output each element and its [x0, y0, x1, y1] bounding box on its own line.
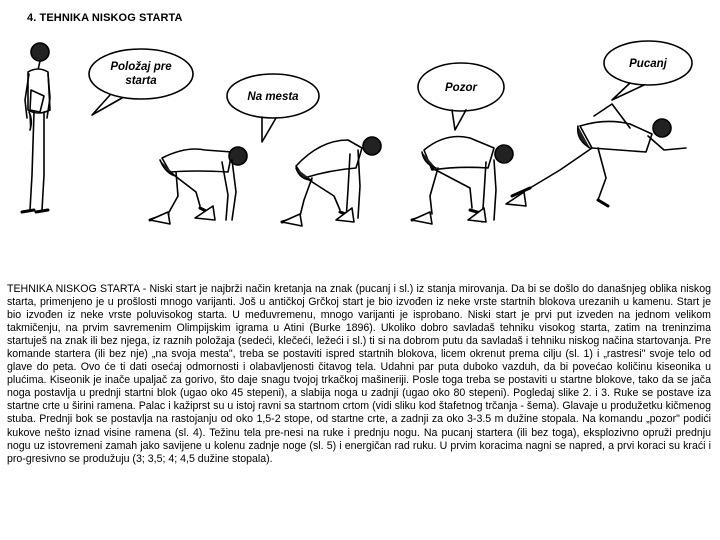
start-sequence-illustration	[0, 0, 720, 255]
bubble-pucanj	[604, 41, 692, 100]
article-text: - Niski start je najbrži način kretanja na znak (pucanj i sl.) iz stanja mirovanja. Da bi se došlo do današnjeg oblika niskog starta, primenjeno je u prošlosti mnogo varijanti. Još u antičkoj Grčkoj start je bio izvođen iz neke vrste startnih blokova urezanih u kamenu. Start je bio izvođen iz neke vrste poluvisokog starta. U međuvremenu, mnogo varijanti je isprobano. Niski start je prvi put izveden na jednom velikom takmičenju, na prvim savremenim Olimpijskim igrama u Atini (Burke 1896). Ukoliko dobro savladaš tehniku visokog starta, zatim na treninzima startuješ na znak ili bez njega, iz raznih položaja (sedeći, klečeći, ležeći i sl.) ti si na dobrom putu da savladaš i tehniku niskog načina startovanja. Pre komande startera (ili bez nje) „na svoja mesta", treba se postaviti ispred startnih blokova, licem okrenut prema cilju (sl. 1) i „rastresi" svoje telo od glave do peta. Ovo će ti dati osećaj odmornosti i olabavljenosti čitavog tela. Udahni par puta duboko vazduh, da bi povećao količinu kiseonika u plućima. Kiseonik je inače upaljač za gorivo, što daje snagu tvojoj trkačkoj mašineriji. Posle toga treba se postaviti u startne blokove, tako da se jača noga postavlja u prednji startni blok (ugao oko 45 stepeni), a slabija noga u zadnji (ugao oko 80 stepeni). Pogledaj slike 2. i 3. Ruke se postave iza startne crte u širini ramena. Palac i kažiprst su u istoj ravni sa startnom crtom (vidi sliku kod štafetnog trčanja - šema). Glavaje u produžetku kičmenog stuba. Prednji bok se postavlja na rastojanju od oko 1,5-2 stope, od startne crte, a zadnji za oko 3-3.5 m dužine stopala. Na komandu „pozor" podići kukove nešto iznad visine ramena (sl. 4). Težinu tela pre-nesi na ruke i prednju nogu. Na pucanj startera (ili bez toga), eksplozivno opruži prednju nogu uz istovremeni zamah jako savijene u kolenu zadnje noge (sl. 5) i energičan rad ruku. U prvim koracima nagni se napred, a prvi koraci su kraći i pro-gresivno se produžuju (3; 3,5; 4; 4,5 dužine stopala).	[7, 283, 711, 465]
bubble-na-mesta-text: Na mesta	[247, 91, 299, 103]
athlete-on-your-marks	[150, 147, 247, 224]
athlete-drive-phase	[506, 104, 686, 206]
athlete-set-position	[412, 137, 513, 225]
article-body	[7, 283, 711, 466]
bubble-pucanj-text: Pucanj	[629, 58, 667, 70]
bubble-na-mesta	[227, 74, 319, 142]
bubble-polozaj-line2: starta	[125, 75, 157, 87]
article-lead: TEHNIKA NISKOG STARTA	[7, 283, 140, 295]
athlete-set-position-low	[282, 137, 381, 226]
athlete-standing	[22, 43, 50, 212]
bubble-pozor	[418, 63, 504, 130]
bubble-polozaj-line1: Položaj pre	[110, 61, 172, 73]
bubble-pozor-text: Pozor	[445, 82, 477, 94]
page-title: 4. TEHNIKA NISKOG STARTA	[27, 12, 183, 24]
